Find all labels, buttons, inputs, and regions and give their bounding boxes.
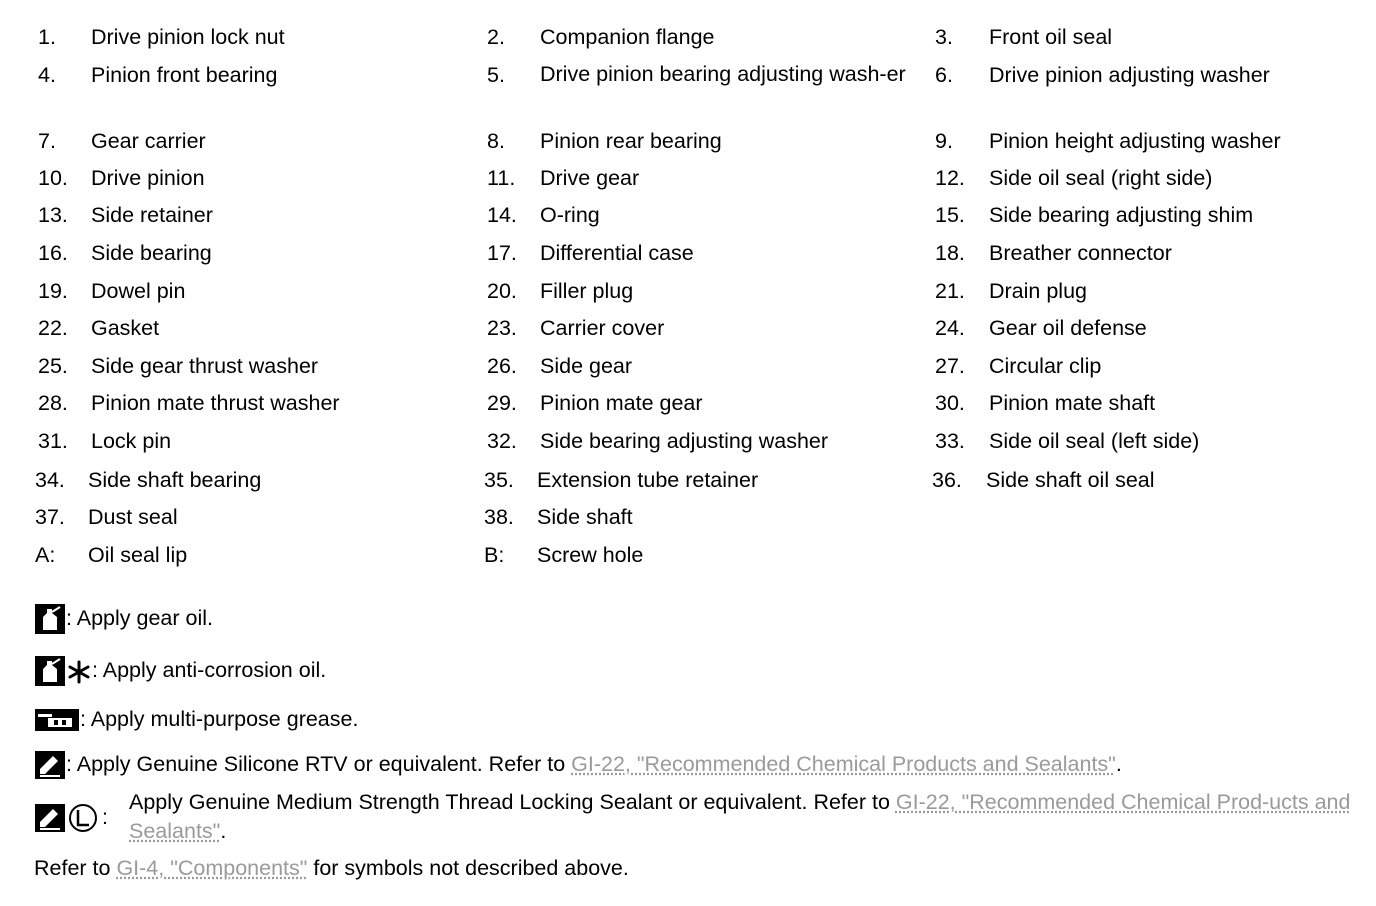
part-name: Drive gear xyxy=(540,166,640,190)
legend-refer: Refer to GI-4, "Components" for symbols not described above. xyxy=(34,856,629,880)
parts-row xyxy=(0,163,1376,193)
part-number: 16. xyxy=(38,241,68,265)
part-name: Pinion mate gear xyxy=(540,391,703,415)
parts-row xyxy=(0,22,1376,52)
legend-silicone: : Apply Genuine Silicone RTV or equivalent. Refer to GI-22, "Recommended Chemical Products and Sealants". xyxy=(34,749,1122,780)
part-number: 3. xyxy=(935,25,953,49)
part-name: Side oil seal (right side) xyxy=(989,166,1213,190)
part-name: Drive pinion lock nut xyxy=(91,25,285,49)
legend-grease: : Apply multi-purpose grease. xyxy=(34,704,358,734)
parts-row xyxy=(0,126,1376,156)
part-name: Gear carrier xyxy=(91,129,206,153)
part-number: 17. xyxy=(487,241,517,265)
part-number: 38. xyxy=(484,505,514,529)
part-name: Drive pinion xyxy=(91,166,205,190)
sealant-tube-icon xyxy=(34,750,66,780)
oil-can-icon xyxy=(34,603,66,635)
part-name: Gasket xyxy=(91,316,160,340)
part-name: Gear oil defense xyxy=(989,316,1147,340)
part-number: 2. xyxy=(487,25,505,49)
part-name: Lock pin xyxy=(91,429,172,453)
part-name: Circular clip xyxy=(989,354,1102,378)
part-name: Drain plug xyxy=(989,279,1087,303)
part-name: Side shaft xyxy=(537,505,633,529)
parts-row xyxy=(0,238,1376,268)
part-number: 12. xyxy=(935,166,965,190)
sealant-tube-lock-icon xyxy=(34,802,102,834)
part-number: 6. xyxy=(935,63,953,87)
part-name: Side oil seal (left side) xyxy=(989,429,1200,453)
part-number: 14. xyxy=(487,203,517,227)
legend-anti-corrosion: : Apply anti-corrosion oil. xyxy=(34,655,326,687)
part-number: 20. xyxy=(487,279,517,303)
parts-row xyxy=(0,200,1376,230)
part-number: 19. xyxy=(38,279,68,303)
parts-row xyxy=(0,465,1376,495)
part-number: 31. xyxy=(38,429,68,453)
part-number: 25. xyxy=(38,354,68,378)
legend-thread-lock-icon-row: : xyxy=(34,802,108,834)
part-number: 9. xyxy=(935,129,953,153)
part-number: 18. xyxy=(935,241,965,265)
part-name: Filler plug xyxy=(540,279,634,303)
grease-gun-icon xyxy=(34,708,80,732)
link-gi-4[interactable]: GI-4, "Components" xyxy=(116,856,308,880)
part-name: Side gear thrust washer xyxy=(91,354,319,378)
part-number: 4. xyxy=(38,63,56,87)
part-number: 10. xyxy=(38,166,68,190)
part-number: 32. xyxy=(487,429,517,453)
part-number: 35. xyxy=(484,468,514,492)
part-number: 29. xyxy=(487,391,517,415)
part-name: Dust seal xyxy=(88,505,178,529)
part-number: 26. xyxy=(487,354,517,378)
part-name: Side bearing adjusting washer xyxy=(540,429,829,453)
part-name: Drive pinion adjusting washer xyxy=(989,63,1270,87)
part-number: B: xyxy=(484,543,505,567)
part-name: Carrier cover xyxy=(540,316,665,340)
part-name: Side shaft oil seal xyxy=(986,468,1155,492)
part-number: 24. xyxy=(935,316,965,340)
part-name: Side bearing adjusting shim xyxy=(989,203,1254,227)
part-name: Pinion mate thrust washer xyxy=(91,391,340,415)
parts-row xyxy=(0,313,1376,343)
part-number: 27. xyxy=(935,354,965,378)
part-number: 11. xyxy=(487,166,516,190)
part-number: 28. xyxy=(38,391,68,415)
link-gi-22[interactable]: GI-22, "Recommended Chemical Products and Sealants" xyxy=(571,752,1116,776)
part-number: 7. xyxy=(38,129,56,153)
parts-row xyxy=(0,60,1376,90)
part-number: 21. xyxy=(935,279,965,303)
part-name: Differential case xyxy=(540,241,694,265)
part-number: 8. xyxy=(487,129,505,153)
part-number: 30. xyxy=(935,391,965,415)
part-name: Breather connector xyxy=(989,241,1172,265)
part-name: Side shaft bearing xyxy=(88,468,262,492)
part-name: Side retainer xyxy=(91,203,213,227)
part-name: Screw hole xyxy=(537,543,644,567)
part-number: 36. xyxy=(932,468,962,492)
part-name: Pinion front bearing xyxy=(91,63,278,87)
part-name: Extension tube retainer xyxy=(537,468,759,492)
part-name: Dowel pin xyxy=(91,279,186,303)
part-name: Front oil seal xyxy=(989,25,1113,49)
parts-row xyxy=(0,276,1376,306)
parts-row xyxy=(0,540,1376,570)
oil-can-asterisk-icon xyxy=(34,655,92,687)
part-number: A: xyxy=(35,543,56,567)
part-number: 5. xyxy=(487,63,505,87)
parts-row xyxy=(0,388,1376,418)
parts-row xyxy=(0,426,1376,456)
parts-row xyxy=(0,351,1376,381)
part-name: Drive pinion bearing adjusting wash-er xyxy=(540,62,906,86)
legend-thread-lock: Apply Genuine Medium Strength Thread Locking Sealant or equivalent. Refer to GI-22, "Recommended Chemical Prod-ucts and Sealants". xyxy=(129,790,1351,843)
part-name: Pinion mate shaft xyxy=(989,391,1156,415)
part-name: Oil seal lip xyxy=(88,543,188,567)
part-number: 15. xyxy=(935,203,965,227)
part-name: Side gear xyxy=(540,354,633,378)
part-number: 1. xyxy=(38,25,56,49)
part-name: Companion flange xyxy=(540,25,715,49)
legend-gear-oil: : Apply gear oil. xyxy=(34,603,213,635)
part-number: 37. xyxy=(35,505,65,529)
parts-row xyxy=(0,502,1376,532)
part-name: Side bearing xyxy=(91,241,212,265)
part-number: 34. xyxy=(35,468,65,492)
part-name: Pinion rear bearing xyxy=(540,129,722,153)
link-gi-22-threadlock[interactable]: GI-22, "Recommended Chemical Prod-ucts and Sealants" xyxy=(129,790,1351,843)
part-number: 33. xyxy=(935,429,965,453)
part-name: Pinion height adjusting washer xyxy=(989,129,1281,153)
part-number: 13. xyxy=(38,203,68,227)
part-name: O-ring xyxy=(540,203,600,227)
part-number: 23. xyxy=(487,316,517,340)
part-number: 22. xyxy=(38,316,68,340)
